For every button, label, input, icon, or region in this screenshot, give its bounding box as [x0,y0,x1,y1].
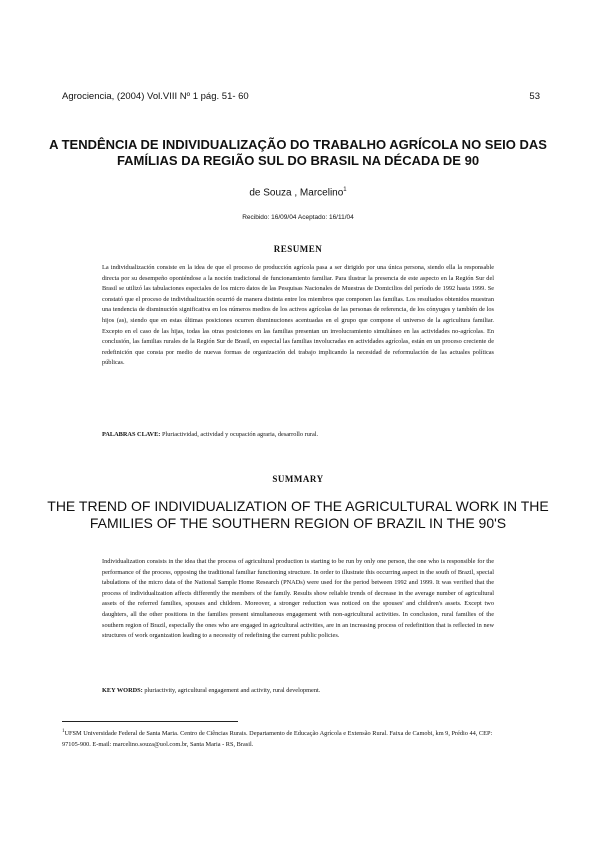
resumen-heading: RESUMEN [273,244,323,254]
keywords-english-text: pluriactivity, agricultural engagement and activity, rural development. [142,687,321,694]
footnote-text: UFSM Universidade Federal de Santa Maria. Centro de Ciências Rurais. Departamento de Educação Agrícola e Extensão Rural. Faixa de Camobi, km 9, Prédio 44, CEP: 97105-900. E-mail: marcelino.souza@uol.com.br, Santa Maria - RS, Brasil. [62,730,493,748]
keywords-english [102,686,494,697]
article-title-english: THE TREND OF INDIVIDUALIZATION OF THE AGRICULTURAL WORK IN THE FAMILIES OF THE SOUTHERN REGION OF BRAZIL IN THE 90'S [47,498,549,531]
page-number: 53 [529,91,540,102]
footnote-separator [62,721,238,722]
keywords-spanish [102,430,494,441]
resumen-abstract: La individualización consiste en la idea de que el proceso de producción agrícola pasa a ser dirigido por una única persona, siendo ella la responsable directa por su desempeño oponiéndose a la noción tradicional de funcionamiento familiar. Para ilustrar la presencia de este aspecto en la Región Sur del Brasil se utilizó las tabulaciones especiales de los micro datos de las Pesquisas Nacionales de Muestras de Domicilios del período de 1992 hasta 1999. Se constató que el proceso de individualización ocurrió de manera distinta entre los miembros que componen las familias. Los resultados obtenidos muestran una tendencia de disminución significativa en los números medios de los activos agrícolas de las personas de referencia, de los cónyuges y también de los hijos (as), siendo que en estas últimas posiciones ocurren disminuciones acentuadas en el grupo que compone el universo de la agricultura familiar. Excepto en el caso de las hijas, todas las otras posiciones en las familias presentan un involucramiento simultáneo en las actividades no-agrícolas. En conclusión, las familias rurales de la Región Sur de Brasil, en especial las familias involucradas en actividades agrícolas, están en un proceso creciente de redefinición que consta por medio de nuevas formas de organización del trabajo implicando la necesidad de reformulación de las actuales políticas públicas. [102,264,494,367]
received-accepted-dates: Recibido: 16/09/04 Aceptado: 16/11/04 [242,214,354,221]
summary-abstract: Individualization consists in the idea that the process of agricultural production is starting to be run by only one person, the one who is responsible for the performance of the process, opposing the traditional familiar functioning structure. In order to illustrate this occurring aspect in the south of Brazil, special tabulations of the micro data of the National Sample Home Research (PNADs) were used for the period between 1992 and 1999. It was verified that the process of individualization affects differently the members of the family. Results show reliable trends of decrease in the average number of agricultural assets of the referred families, spouses and children. Moreover, a stronger reduction was noticed on the spouses' and children's assets. Except two daughters, all the other positions in the families present simultaneous engagement with non-agricultural activities. In conclusion, rural families of the southern region of Brazil, especially the ones who are engaged in agricultural activities, are in an increasing process of redefinition that is reflected in new structures of work organization leading to a necessity of redefining the current public policies. [102,558,494,640]
author-line [0,187,596,198]
footnote-mark: 1 [62,729,65,734]
author-footnote-mark: 1 [343,187,347,193]
author-affiliation-footnote [62,727,502,750]
summary-heading: SUMMARY [272,474,324,484]
keywords-english-label: KEY WORDS: [102,687,143,694]
author-names: de Souza , Marcelino [249,187,344,199]
article-title-portuguese: A TENDÊNCIA DE INDIVIDUALIZAÇÃO DO TRABALHO AGRÍCOLA NO SEIO DAS FAMÍLIAS DA REGIÃO SUL DO BRASIL NA DÉCADA DE 90 [49,137,547,168]
running-header-citation: Agrociencia, (2004) Vol.VIII Nº 1 pág. 51- 60 [62,91,249,102]
keywords-spanish-text: Pluriactividad, actividad y ocupación agraria, desarrollo rural. [160,431,319,438]
keywords-spanish-label: PALABRAS CLAVE: [102,431,161,438]
